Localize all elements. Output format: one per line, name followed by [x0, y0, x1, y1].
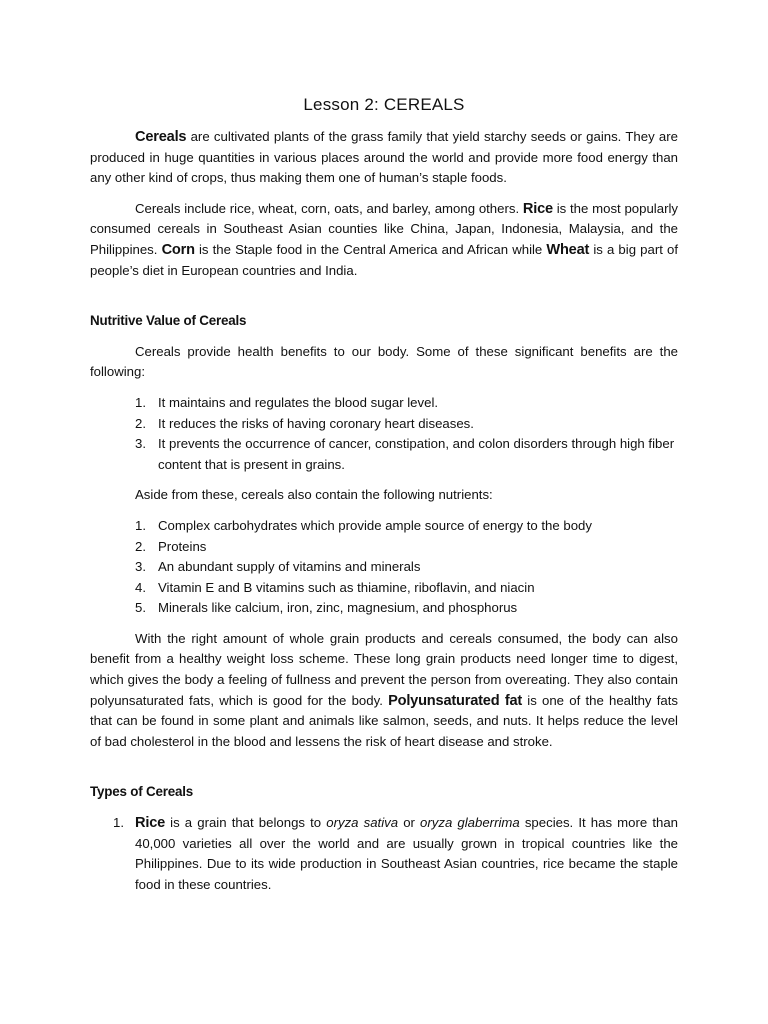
list-item-text: Proteins — [158, 538, 207, 554]
term-corn: Corn — [161, 241, 195, 258]
list-number: 5. — [135, 600, 146, 616]
nutrients-list — [90, 516, 678, 619]
list-item — [90, 516, 678, 537]
term-rice: Rice — [522, 200, 553, 217]
list-item-text: Vitamin E and B vitamins such as thiamine, riboflavin, and niacin — [158, 579, 535, 595]
list-number: 3. — [135, 559, 146, 575]
scientific-name: oryza sativa — [326, 815, 399, 831]
list-item — [90, 598, 678, 619]
list-item-text: Complex carbohydrates which provide ample source of energy to the body — [158, 517, 592, 533]
nutrients-intro-paragraph: Aside from these, cereals also contain the following nutrients: — [135, 487, 493, 503]
term-rice-type: Rice — [135, 815, 166, 832]
section-heading-nutritive-value: Nutritive Value of Cereals — [90, 313, 247, 329]
type-text-1: is a grain that belongs to — [165, 815, 327, 831]
list-item — [90, 578, 678, 599]
list-item — [90, 537, 678, 558]
term-cereals: Cereals — [135, 129, 187, 145]
list-item — [90, 557, 678, 578]
type-text-3: species. It has more than 40,000 varieties all over the world and are usually grown in tropical countries like the Philippines. Due to its wide production in Southeast Asian countries, rice became the staple food in these countries. — [135, 815, 678, 892]
closing-text-2: is one of the healthy fats that can be found in some plant and animals like salmon, seeds, and nuts. It helps reduce the level of bad cholesterol in the blood and lessens the risk of heart disease and stroke. — [90, 692, 678, 749]
page-title: Lesson 2: CEREALS — [303, 95, 465, 114]
intro-paragraph — [90, 127, 678, 189]
closing-text-1: With the right amount of whole grain products and cereals consumed, the body can also benefit from a healthy weight loss scheme. These long grain products need longer time to digest, which gives the body a feeling of fullness and prevent the person from overeating. They also contain polyunsaturated fats, which is good for the body. — [90, 630, 678, 708]
term-wheat: Wheat — [546, 241, 590, 258]
list-number: 1. — [113, 815, 124, 831]
list-item-text: It prevents the occurrence of cancer, constipation, and colon disorders through high fiber content that is present in grains. — [158, 436, 675, 472]
section-heading-types-of-cereals: Types of Cereals — [90, 784, 193, 800]
list-number: 1. — [135, 394, 146, 410]
scientific-name: oryza glaberrima — [420, 815, 520, 831]
list-item-text: Minerals like calcium, iron, zinc, magnesium, and phosphorus — [158, 600, 518, 616]
benefits-list — [90, 393, 678, 475]
list-item — [90, 813, 678, 895]
types-list — [90, 813, 678, 895]
list-number: 2. — [135, 415, 146, 431]
list-item — [90, 414, 678, 435]
list-item — [90, 434, 678, 475]
para2-text-4: is a big part of people’s diet in European countries and India. — [90, 241, 679, 278]
list-item-text: An abundant supply of vitamins and minerals — [158, 559, 421, 575]
para2-text-1: Cereals include rice, wheat, corn, oats, and barley, among others. — [135, 200, 523, 216]
benefits-intro-paragraph: Cereals provide health benefits to our body. Some of these significant benefits are the following: — [90, 343, 678, 380]
whole-grain-paragraph — [90, 629, 678, 753]
term-polyunsaturated-fat: Polyunsaturated fat — [388, 692, 523, 709]
document-page — [90, 94, 678, 895]
para2-text-3: is the Staple food in the Central America and African while — [194, 241, 547, 257]
list-item — [90, 393, 678, 414]
cereal-examples-paragraph — [90, 199, 678, 281]
type-text-2: or — [398, 815, 421, 831]
list-item-text: It maintains and regulates the blood sugar level. — [158, 394, 439, 410]
list-number: 4. — [135, 579, 146, 595]
para2-text-2: is the most popularly consumed cereals in Southeast Asian counties like China, Japan, Indonesia, Malaysia, and the Philippines. — [90, 200, 678, 257]
intro-text: are cultivated plants of the grass family that yield starchy seeds or gains. They are produced in huge quantities in various places around the world and provide more food energy than any other kind of crops, thus making them one of human’s staple foods. — [90, 129, 678, 186]
list-number: 1. — [135, 517, 146, 533]
list-number: 3. — [135, 436, 146, 452]
list-item-text: It reduces the risks of having coronary heart diseases. — [158, 415, 474, 431]
list-number: 2. — [135, 538, 146, 554]
